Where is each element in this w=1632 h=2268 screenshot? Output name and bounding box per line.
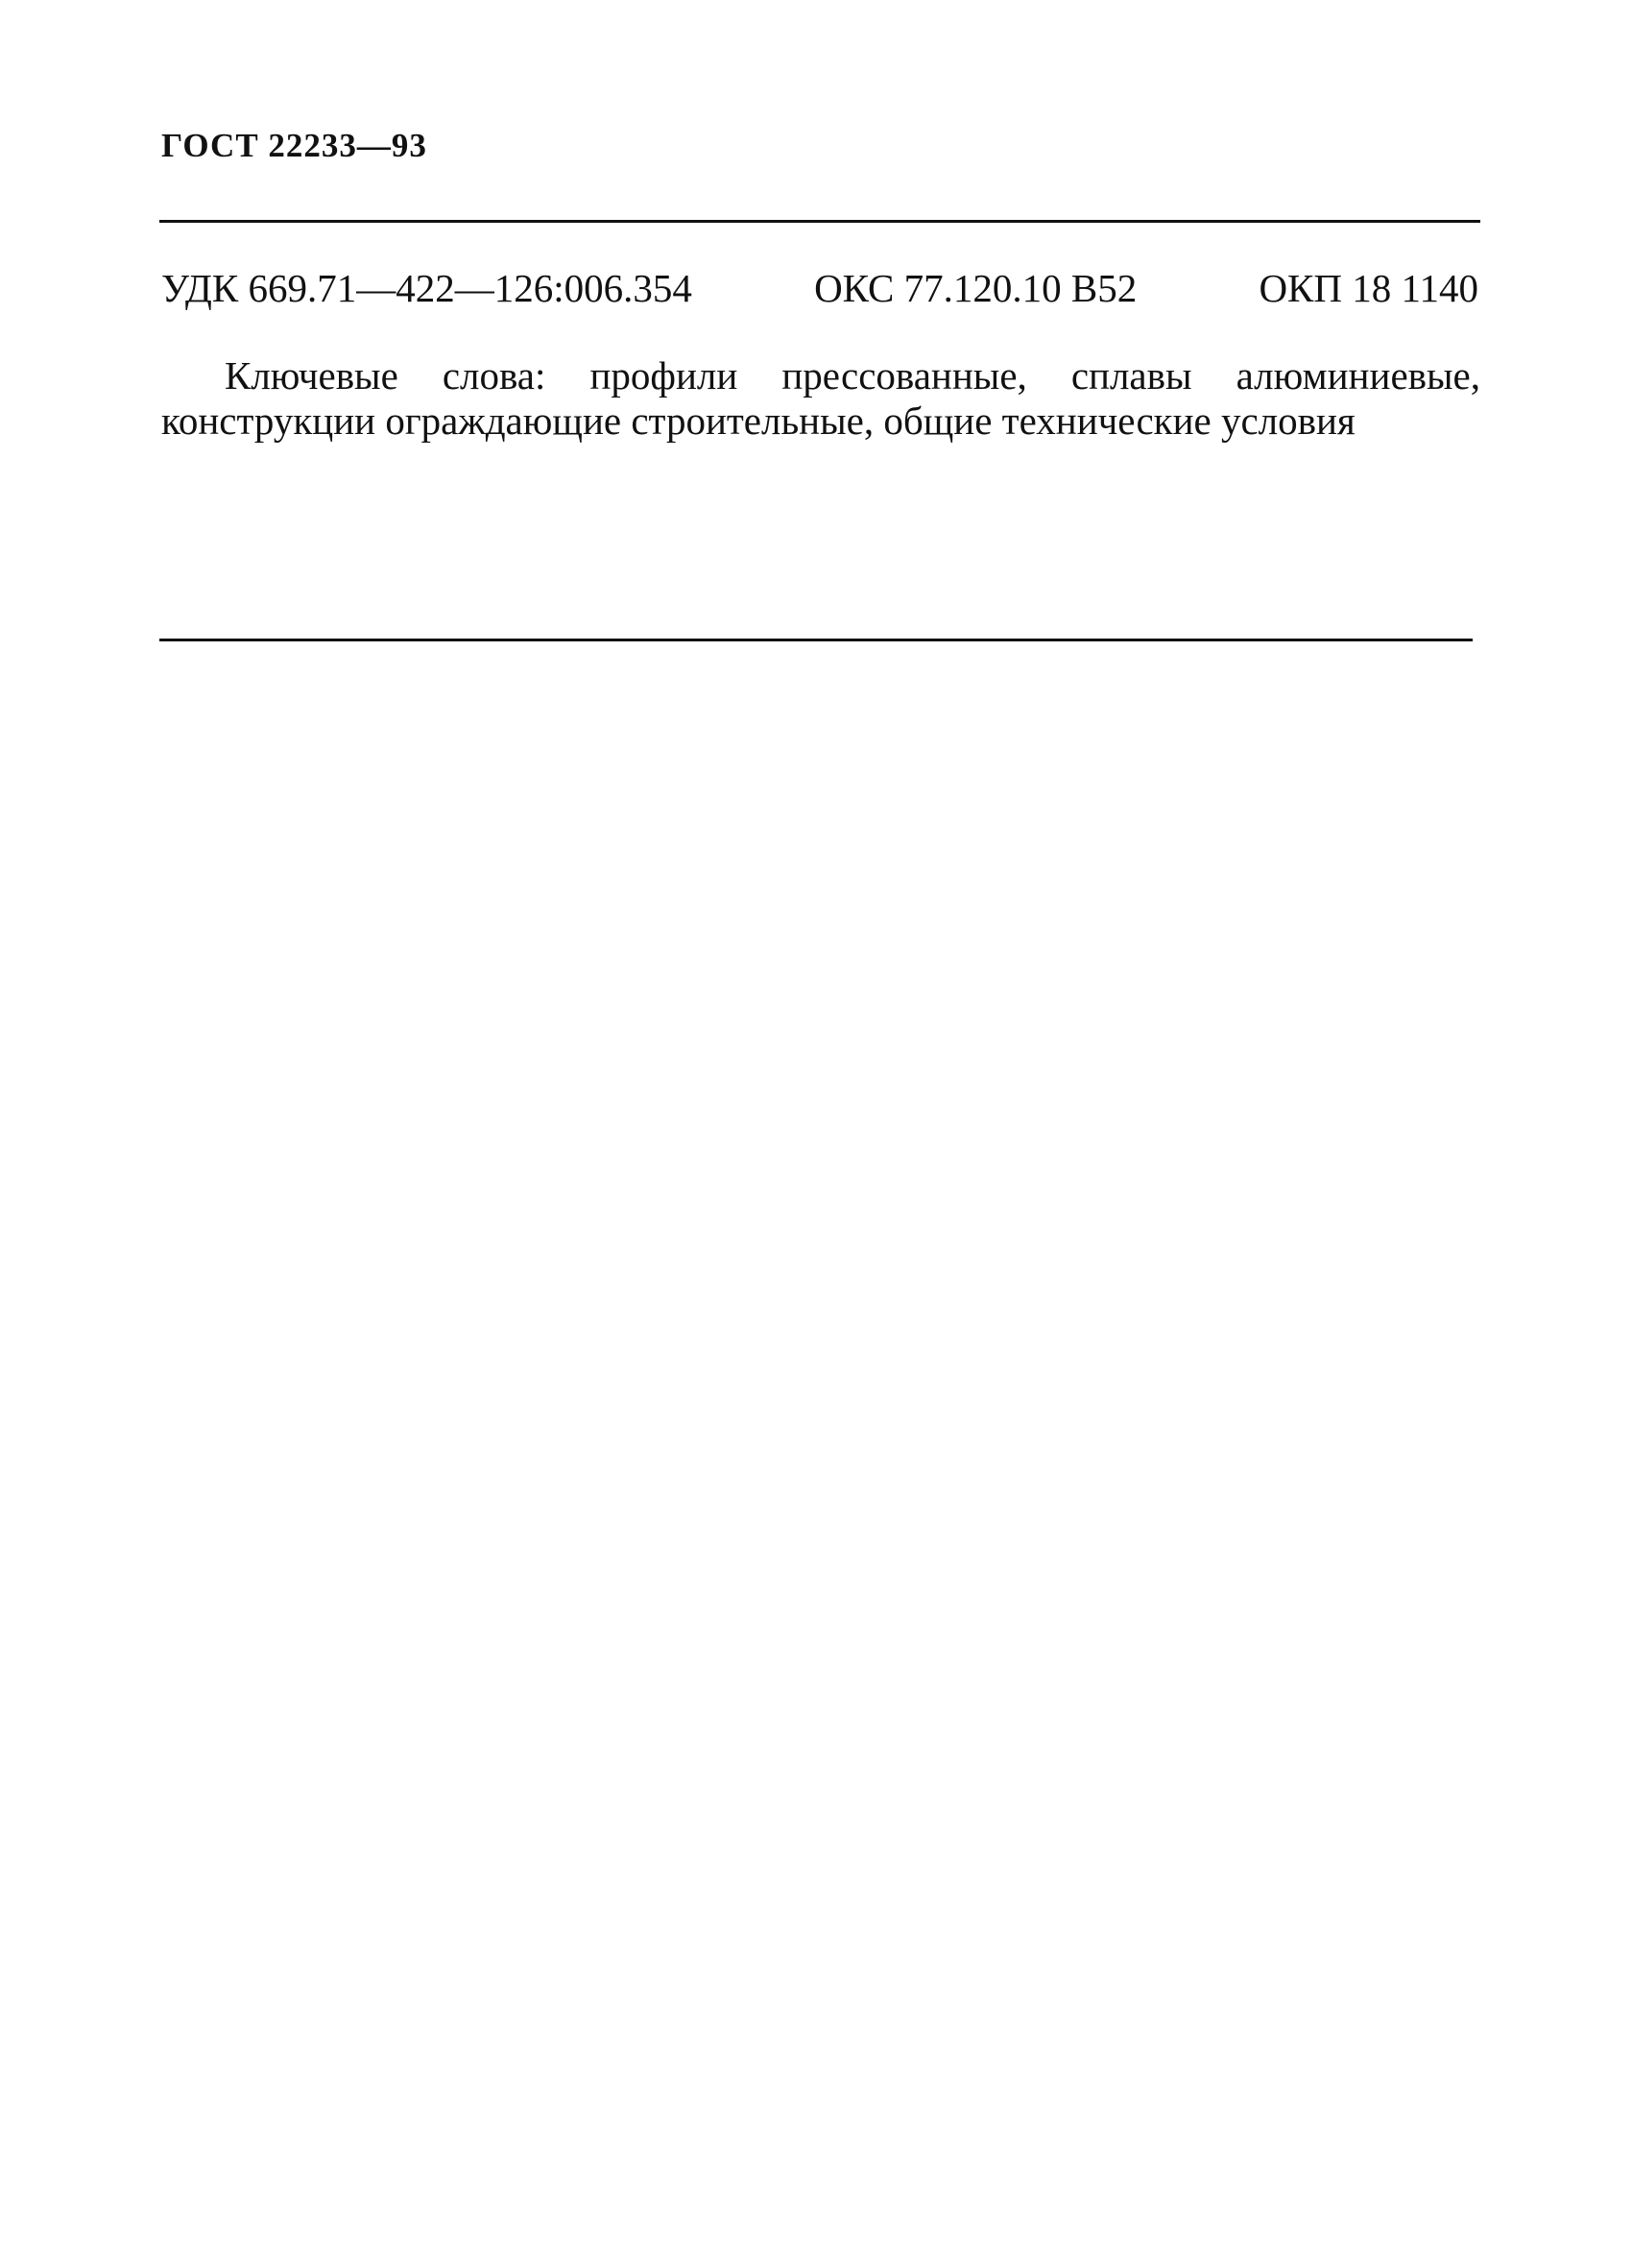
- keywords-label: Ключевые слова:: [225, 353, 546, 398]
- keywords-paragraph: [161, 353, 1480, 444]
- udk-code: УДК 669.71—422—126:006.354: [161, 266, 692, 310]
- top-divider: [159, 220, 1480, 223]
- okp-code: ОКП 18 1140: [1259, 266, 1478, 310]
- classification-codes: [161, 265, 1478, 311]
- bottom-divider: [159, 639, 1473, 641]
- standard-id: ГОСТ 22233—93: [161, 127, 427, 164]
- oks-code: ОКС 77.120.10 В52: [814, 266, 1138, 310]
- keywords-text: профили прессованные, сплавы алюминиевые, конструкции ограждающие строительные, общие технические условия: [161, 353, 1480, 443]
